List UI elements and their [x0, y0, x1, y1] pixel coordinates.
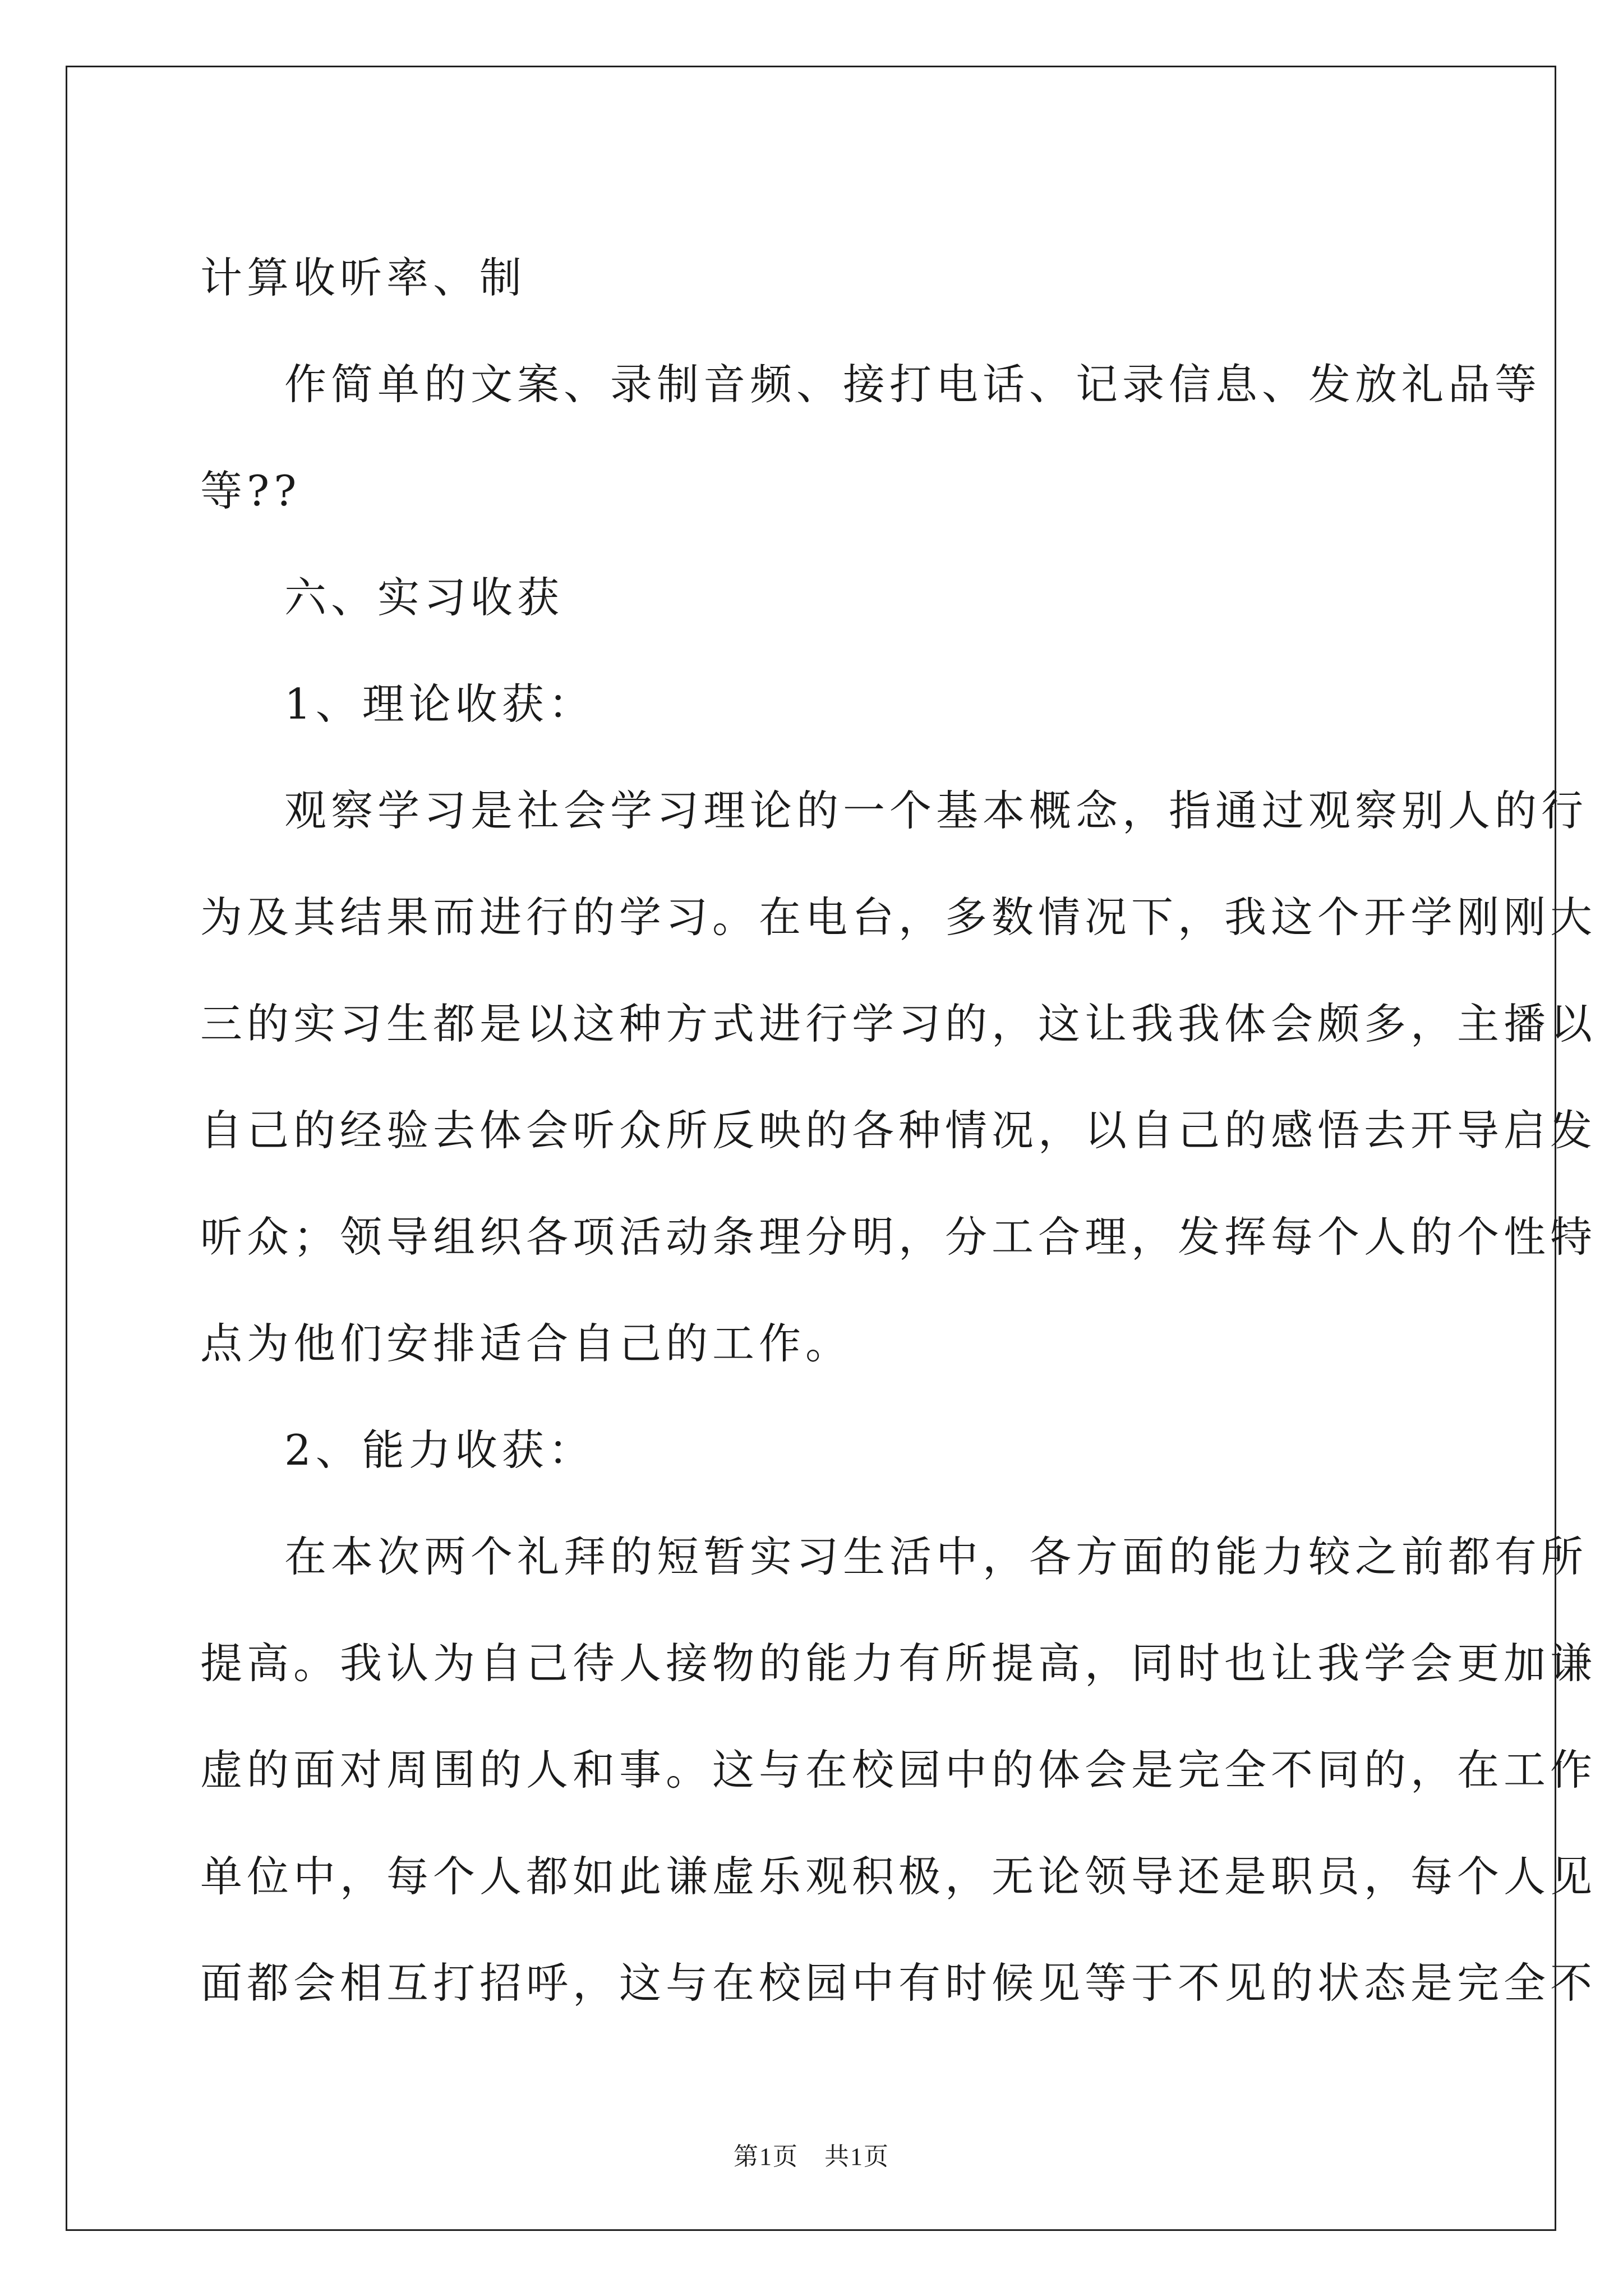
text-line: 等?? — [200, 466, 301, 516]
text-line: 虚的面对周围的人和事。这与在校园中的体会是完全不同的，在工作 — [200, 1745, 1597, 1795]
text-line: 1、理论收获： — [284, 679, 595, 729]
text-line: 计算收听率、制 — [200, 253, 527, 302]
subsection-heading — [200, 1397, 1434, 1503]
text-line: 2、能力收获： — [284, 1425, 595, 1475]
text-line: 作简单的文案、录制音频、接打电话、记录信息、发放礼品等 — [284, 360, 1542, 409]
paragraph — [200, 757, 1597, 1397]
text-line: 听众；领导组织各项活动条理分明，分工合理，发挥每个人的个性特 — [200, 1212, 1597, 1262]
page-footer: 第1页 共1页 — [734, 2143, 889, 2170]
text-line: 提高。我认为自己待人接物的能力有所提高，同时也让我学会更加谦 — [200, 1639, 1597, 1688]
text-line: 在本次两个礼拜的短暂实习生活中，各方面的能力较之前都有所 — [284, 1532, 1588, 1581]
text-line: 单位中，每个人都如此谦虚乐观积极，无论领导还是职员，每个人见 — [200, 1852, 1597, 1901]
text-line: 自己的经验去体会听众所反映的各种情况，以自己的感悟去开导启发 — [200, 1106, 1597, 1155]
paragraph — [200, 1503, 1597, 2036]
paragraph — [200, 224, 1434, 331]
text-line: 点为他们安排适合自己的工作。 — [200, 1319, 852, 1368]
text-line: 面都会相互打招呼，这与在校园中有时候见等于不见的状态是完全不 — [200, 1958, 1597, 2008]
text-line: 观察学习是社会学习理论的一个基本概念，指通过观察别人的行 — [284, 786, 1588, 835]
text-line: 六、实习收获 — [284, 573, 564, 622]
section-heading — [200, 544, 1434, 651]
paragraph — [200, 331, 1542, 544]
subsection-heading — [200, 651, 1434, 757]
text-line: 为及其结果而进行的学习。在电台，多数情况下，我这个开学刚刚大 — [200, 892, 1597, 942]
text-line: 三的实习生都是以这种方式进行学习的，这让我我体会颇多，主播以 — [200, 999, 1597, 1048]
